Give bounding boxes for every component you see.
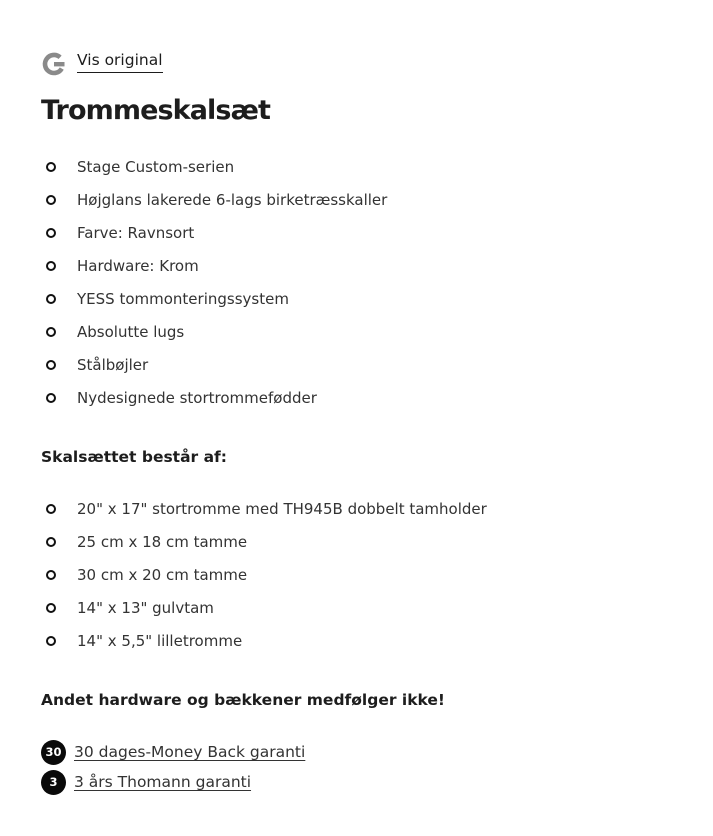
list-item-text: Nydesignede stortrommefødder — [77, 388, 317, 407]
list-item-text: 14" x 5,5" lilletromme — [77, 631, 243, 650]
bullet-icon — [46, 504, 56, 514]
list-item — [41, 150, 387, 183]
list-item — [41, 525, 487, 558]
list-item-text: Stage Custom-serien — [77, 157, 235, 176]
bullet-icon — [46, 195, 56, 205]
list-item — [41, 282, 387, 315]
hardware-notice: Andet hardware og bækkener medfølger ikke! — [41, 691, 445, 709]
list-item — [41, 315, 387, 348]
list-item-text: 20" x 17" stortromme med TH945B dobbelt tamholder — [77, 499, 487, 518]
view-original-link[interactable]: Vis original — [77, 51, 163, 73]
list-item — [41, 492, 487, 525]
list-item — [41, 348, 387, 381]
list-item — [41, 591, 487, 624]
feature-list — [41, 150, 387, 414]
bullet-icon — [46, 603, 56, 613]
list-item — [41, 183, 387, 216]
days-badge: 30 — [41, 740, 66, 765]
view-original-row — [41, 50, 163, 78]
bullet-icon — [46, 228, 56, 238]
bullet-icon — [46, 360, 56, 370]
shellset-heading: Skalsættet består af: — [41, 448, 227, 466]
bullet-icon — [46, 327, 56, 337]
list-item-text: Farve: Ravnsort — [77, 223, 195, 242]
page-title: Trommeskalsæt — [41, 95, 270, 126]
list-item — [41, 624, 487, 657]
list-item — [41, 381, 387, 414]
list-item-text: 25 cm x 18 cm tamme — [77, 532, 248, 551]
list-item-text: Absolutte lugs — [77, 322, 185, 341]
list-item — [41, 558, 487, 591]
list-item-text: Hardware: Krom — [77, 256, 199, 275]
bullet-icon — [46, 537, 56, 547]
money-back-guarantee-link[interactable]: 30 dages-Money Back garanti — [74, 743, 306, 761]
list-item-text: Højglans lakerede 6-lags birketræsskaller — [77, 190, 388, 209]
years-badge: 3 — [41, 770, 66, 795]
list-item-text: 14" x 13" gulvtam — [77, 598, 214, 617]
bullet-icon — [46, 636, 56, 646]
bullet-icon — [46, 261, 56, 271]
money-back-guarantee — [41, 739, 305, 765]
shellset-list — [41, 492, 487, 657]
list-item-text: YESS tommonteringssystem — [77, 289, 289, 308]
list-item — [41, 249, 387, 282]
bullet-icon — [46, 393, 56, 403]
list-item-text: 30 cm x 20 cm tamme — [77, 565, 248, 584]
list-item-text: Stålbøjler — [77, 355, 149, 374]
thomann-guarantee-link[interactable]: 3 års Thomann garanti — [74, 773, 252, 791]
bullet-icon — [46, 570, 56, 580]
bullet-icon — [46, 294, 56, 304]
bullet-icon — [46, 162, 56, 172]
thomann-guarantee — [41, 769, 251, 795]
list-item — [41, 216, 387, 249]
google-g-icon — [41, 51, 67, 77]
